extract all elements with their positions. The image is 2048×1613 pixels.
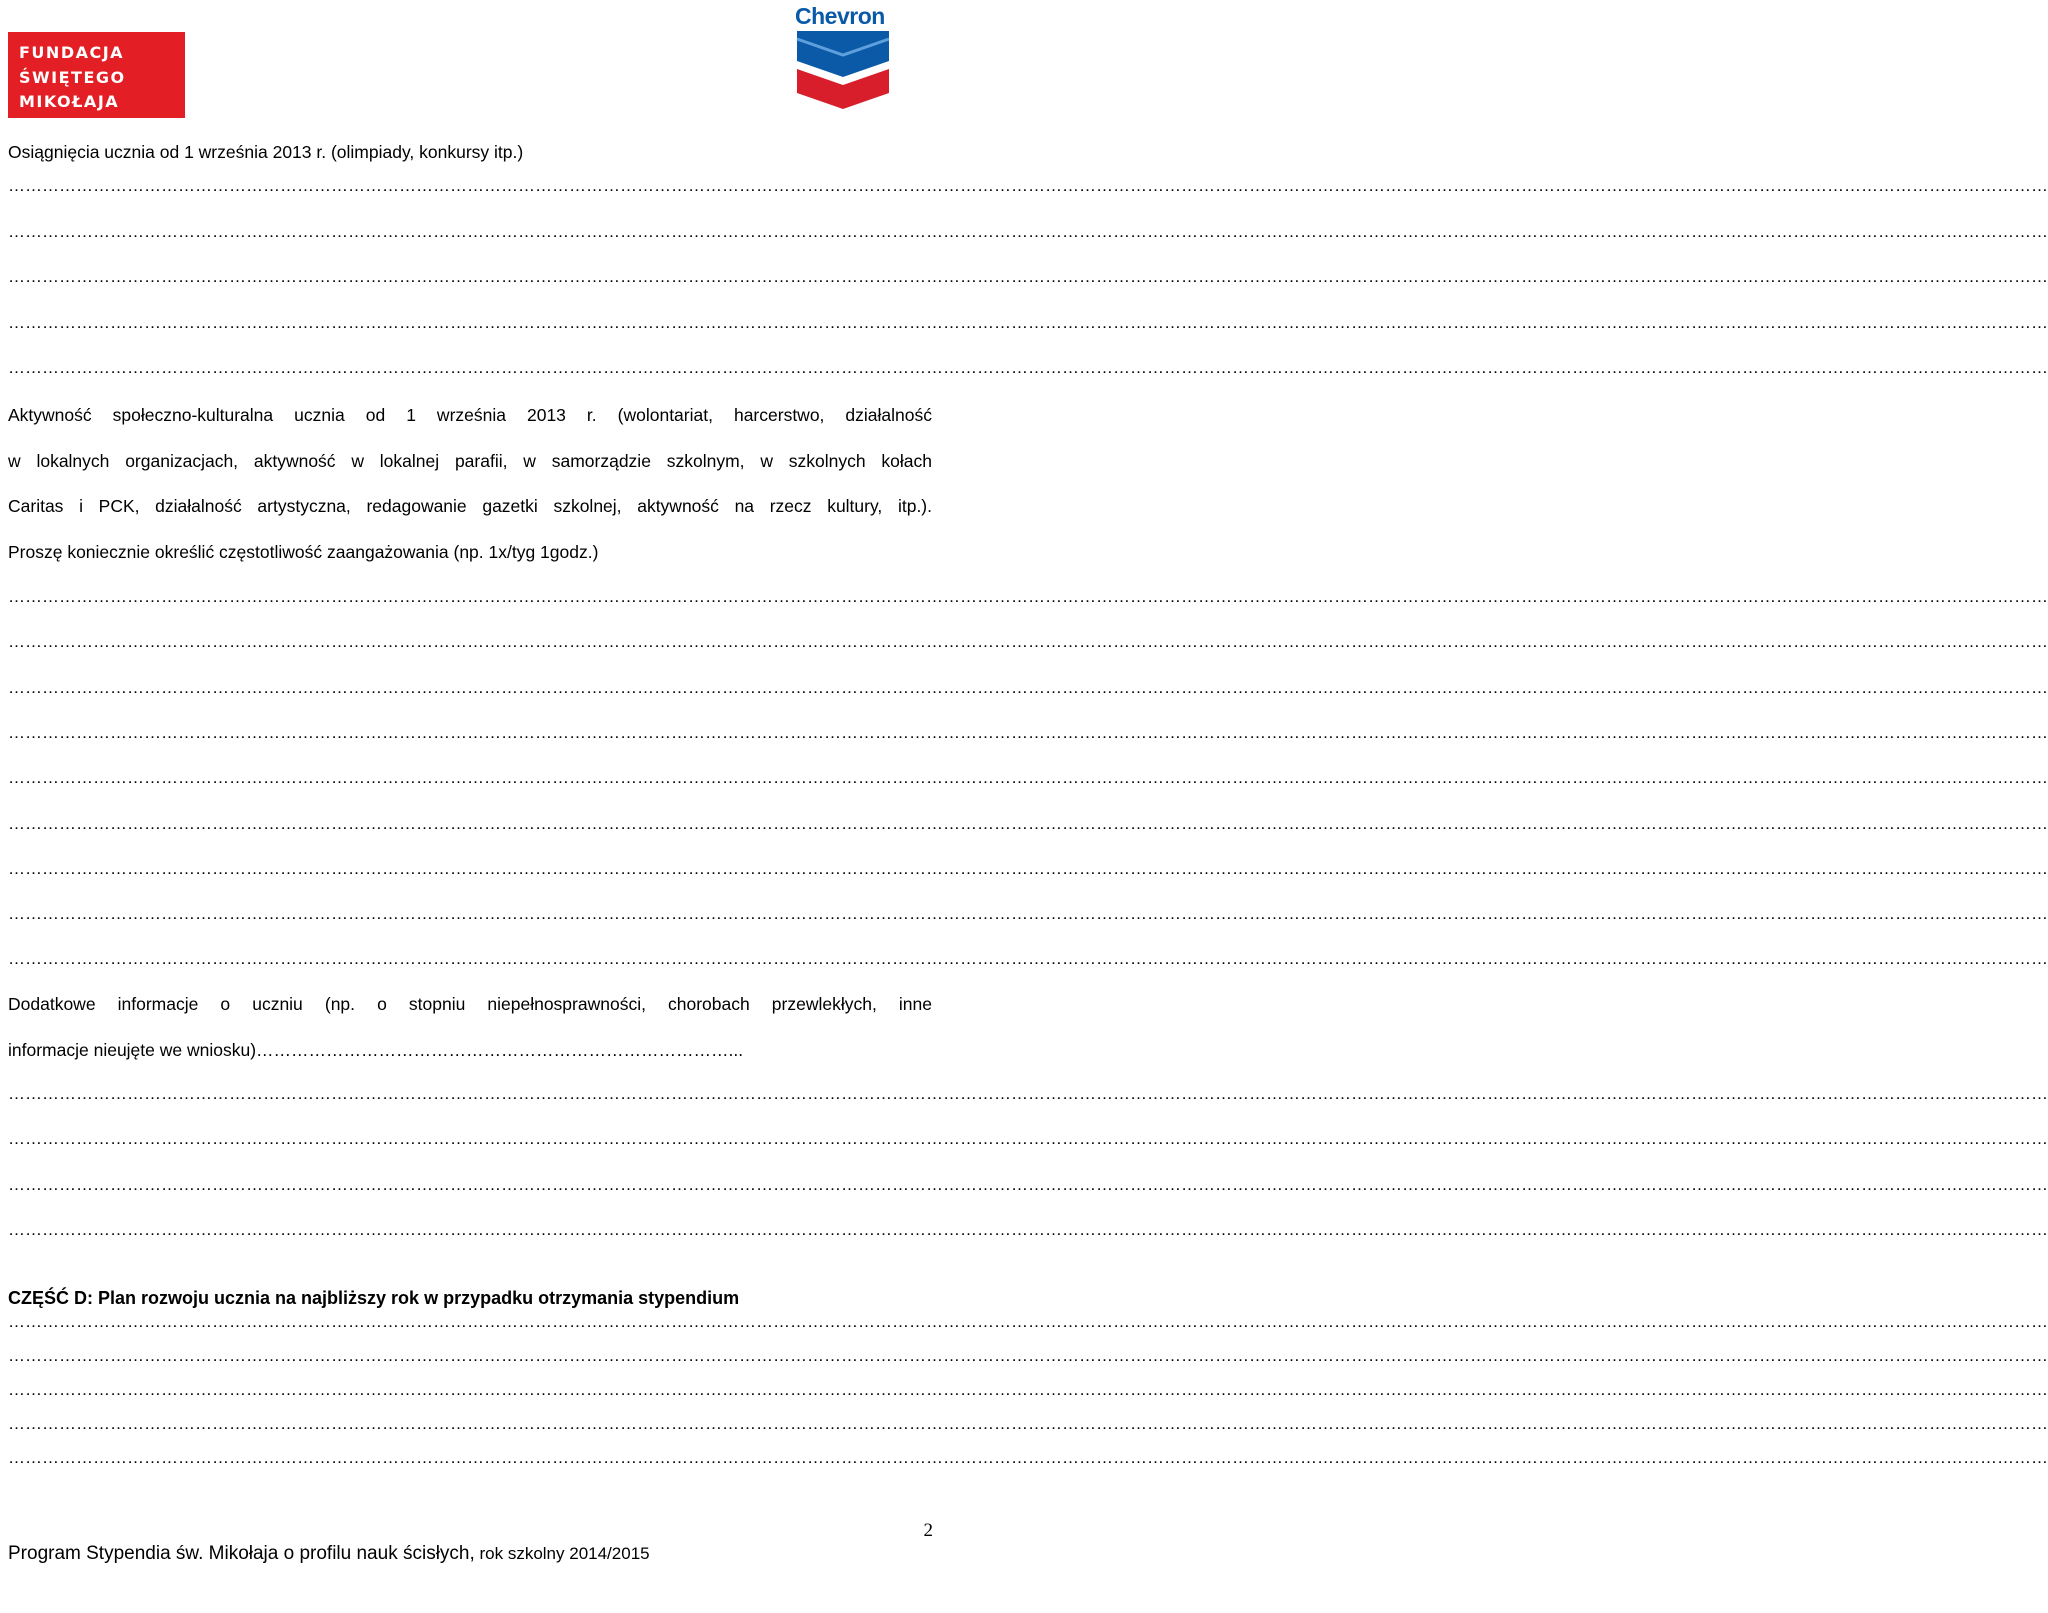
social-activity-label-line: Caritas i PCK, działalność artystyczna, redagowanie gazetki szkolnej, aktywność na rzecz kultury, itp.). <box>8 496 932 516</box>
fundacja-logo-line: FUNDACJA <box>19 43 125 62</box>
answer-dot-line[interactable]: ……………………………………………………………………………………………………………………………………………………………………………………………………………………………………………………………………………………………………………………………… <box>8 677 2048 697</box>
answer-dot-line[interactable]: ……………………………………………………………………………………………………………………………………………………………………………………………………………………………………………………………………………………………………………………………… <box>8 267 2048 286</box>
answer-dot-line[interactable]: ……………………………………………………………………………………………………………………………………………………………………………………………………………………………………………………………………………………………………………………………… <box>8 632 2048 652</box>
answer-dot-line[interactable]: ……………………………………………………………………………………………………………………………………………………………………………………………………………………………………………………………………………………………………………………………… <box>8 221 2048 241</box>
answer-dot-line[interactable]: ……………………………………………………………………………………………………………………………………………………………………………………………………………………………………………………………………………………………………………………………… <box>8 1448 2048 1467</box>
footer-program: Program Stypendia św. Mikołaja o profilu nauk ścisłych, <box>8 1543 475 1564</box>
footer-year: rok szkolny 2014/2015 <box>474 1544 650 1563</box>
answer-dot-line[interactable]: ……………………………………………………………………………………………………………………………………………………………………………………………………………………………………………………………………………………………………………………………… <box>8 1219 2048 1239</box>
answer-dot-line[interactable]: ……………………………………………………………………………………………………………………………………………………………………………………………………………………………………………………………………………………………………………………………… <box>8 358 2048 377</box>
answer-dot-line[interactable]: ……………………………………………………………………………………………………………………………………………………………………………………………………………………………………………………………………………………………………………………………… <box>8 1084 2048 1103</box>
answer-dot-line[interactable]: ……………………………………………………………………………………………………………………………………………………………………………………………………………………………………………………………………………………………………………………………… <box>8 1414 2048 1433</box>
chevron-logo-word: Chevron <box>795 3 885 29</box>
chevron-logo <box>793 3 893 111</box>
answer-dot-line[interactable]: ……………………………………………………………………………………………………………………………………………………………………………………………………………………………………………………………………………………………………………………………… <box>8 1174 2048 1194</box>
answer-dot-line[interactable]: ……………………………………………………………………………………………………………………………………………………………………………………………………………………………………………………………………………………………………………………………… <box>8 949 2048 969</box>
answer-dot-line[interactable]: ……………………………………………………………………………………………………………………………………………………………………………………………………………………………………………………………………………………………………………………………… <box>8 312 2048 332</box>
social-activity-label-line: w lokalnych organizacjach, aktywność w lokalnej parafii, w samorządzie szkolnym, w szkolnych kołach <box>8 451 932 471</box>
answer-dot-line[interactable]: ……………………………………………………………………………………………………………………………………………………………………………………………………………………………………………………………………………………………………………………………… <box>8 1346 2048 1365</box>
page-number: 2 <box>923 1520 933 1541</box>
fundacja-logo-line: ŚWIĘTEGO <box>19 67 126 87</box>
answer-dot-line[interactable]: ……………………………………………………………………………………………………………………………………………………………………………………………………………………………………………………………………………………………………………………………… <box>8 768 2048 788</box>
part-d-heading: CZĘŚĆ D: Plan rozwoju ucznia na najbliższy rok w przypadku otrzymania stypendium <box>8 1288 740 1308</box>
answer-dot-line[interactable]: ……………………………………………………………………………………………………………………………………………………………………………………………………………………………………………………………………………………………………………………………… <box>8 813 2048 833</box>
achievements-label: Osiągnięcia ucznia od 1 września 2013 r. (olimpiady, konkursy itp.) <box>8 142 524 162</box>
additional-info-label-line: Dodatkowe informacje o uczniu (np. o stopniu niepełnosprawności, chorobach przewlekłych, inne <box>8 994 932 1014</box>
answer-dot-line[interactable]: ……………………………………………………………………………………………………………………………………………………………………………………………………………………………………………………………………………………………………………………………… <box>8 176 2048 195</box>
additional-info-label-line: informacje nieujęte we wniosku)………………………………………………………………………... <box>8 1040 744 1060</box>
answer-dot-line[interactable]: ……………………………………………………………………………………………………………………………………………………………………………………………………………………………………………………………………………………………………………………………… <box>8 587 2048 606</box>
social-activity-label-line: Proszę koniecznie określić częstotliwość zaangażowania (np. 1x/tyg 1godz.) <box>8 542 599 562</box>
fundacja-logo-line: MIKOŁAJA <box>19 92 120 111</box>
answer-dot-line[interactable]: ……………………………………………………………………………………………………………………………………………………………………………………………………………………………………………………………………………………………………………………………… <box>8 1312 2048 1331</box>
footer <box>8 1543 650 1565</box>
answer-dot-line[interactable]: ……………………………………………………………………………………………………………………………………………………………………………………………………………………………………………………………………………………………………………………………… <box>8 858 2048 878</box>
answer-dot-line[interactable]: ……………………………………………………………………………………………………………………………………………………………………………………………………………………………………………………………………………………………………………………………… <box>8 904 2048 924</box>
social-activity-label-line: Aktywność społeczno-kulturalna ucznia od 1 września 2013 r. (wolontariat, harcerstwo, działalność <box>8 405 932 425</box>
answer-dot-line[interactable]: ……………………………………………………………………………………………………………………………………………………………………………………………………………………………………………………………………………………………………………………………… <box>8 1380 2048 1399</box>
chevron-emblem-icon <box>797 31 889 109</box>
answer-dot-line[interactable]: ……………………………………………………………………………………………………………………………………………………………………………………………………………………………………………………………………………………………………………………………… <box>8 722 2048 742</box>
fundacja-logo <box>8 32 185 118</box>
answer-dot-line[interactable]: ……………………………………………………………………………………………………………………………………………………………………………………………………………………………………………………………………………………………………………………………… <box>8 1129 2048 1149</box>
